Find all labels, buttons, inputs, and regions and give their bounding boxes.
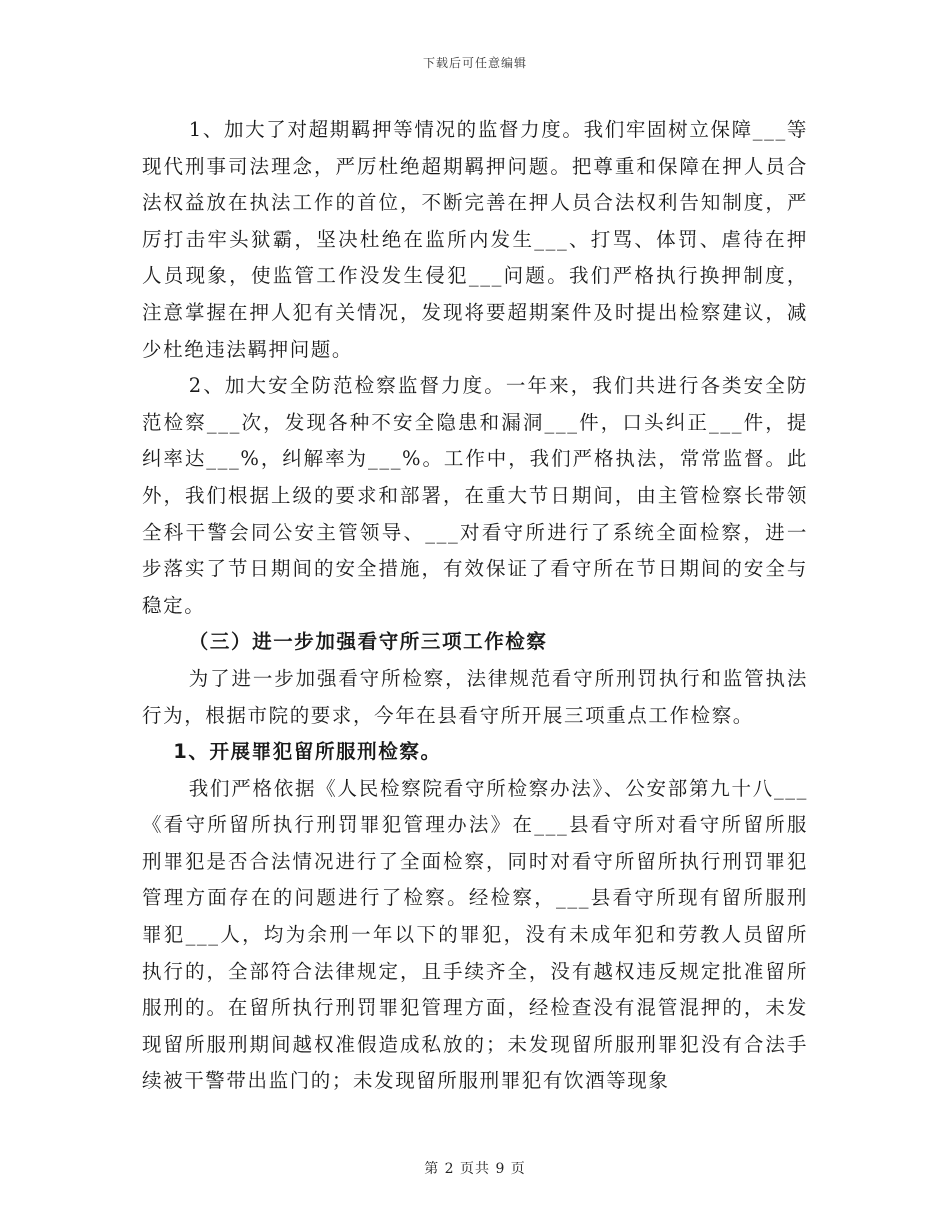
paragraph-intro-three: 为了进一步加强看守所检察，法律规范看守所刑罚执行和监管执法行为，根据市院的要求，今年在县看守所开展三项重点工作检察。	[142, 666, 808, 727]
paragraph-safety-inspection: 2、加大安全防范检察监督力度。一年来，我们共进行各类安全防范检察___次，发现各种不安全隐患和漏洞___件，口头纠正___件，提纠率达___%，纠解率为___%。工作中，我们严格执法，常常监督。此外，我们根据上级的要求和部署，在重大节日期间，由主管检察长带领全科干警会同公安主管领导、___对看守所进行了系统全面检察，进一步落实了节日期间的安全措施，有效保证了看守所在节日期间的安全与稳定。	[142, 374, 808, 617]
paragraph-supervision: 1、加大了对超期羁押等情况的监督力度。我们牢固树立保障___等现代刑事司法理念，严厉杜绝超期羁押问题。把尊重和保障在押人员合法权益放在执法工作的首位，不断完善在押人员合法权利告知制度，严厉打击牢头狱霸，坚决杜绝在监所内发生___、打骂、体罚、虐待在押人员现象，使监管工作没发生侵犯___问题。我们严格执行换押制度，注意掌握在押人犯有关情况，发现将要超期案件及时提出检察建议，减少杜绝违法羁押问题。	[142, 118, 808, 361]
paragraph-prisoner-inspection: 我们严格依据《人民检察院看守所检察办法》、公安部第九十八___《看守所留所执行刑罚罪犯管理办法》在___县看守所对看守所留所服刑罪犯是否合法情况进行了全面检察，同时对看守所留所执行刑罚罪犯管理方面存在的问题进行了检察。经检察，___县看守所现有留所服刑罪犯___人，均为余刑一年以下的罪犯，没有未成年犯和劳教人员留所执行的，全部符合法律规定，且手续齐全，没有越权违反规定批准留所服刑的。在留所执行刑罚罪犯管理方面，经检查没有混管混押的，未发现留所服刑期间越权准假造成私放的；未发现留所服刑罪犯没有合法手续被干警带出监门的；未发现留所服刑罪犯有饮酒等现象	[142, 776, 808, 1093]
page-header: 下载后可任意编辑	[422, 56, 527, 70]
page-number: 第 2 页共 9 页	[424, 1161, 526, 1177]
section-heading-three: （三）进一步加强看守所三项工作检察	[188, 630, 548, 654]
document-body	[142, 112, 808, 1100]
subheading-prisoner-inspection: 1、开展罪犯留所服刑检察。	[173, 740, 442, 764]
